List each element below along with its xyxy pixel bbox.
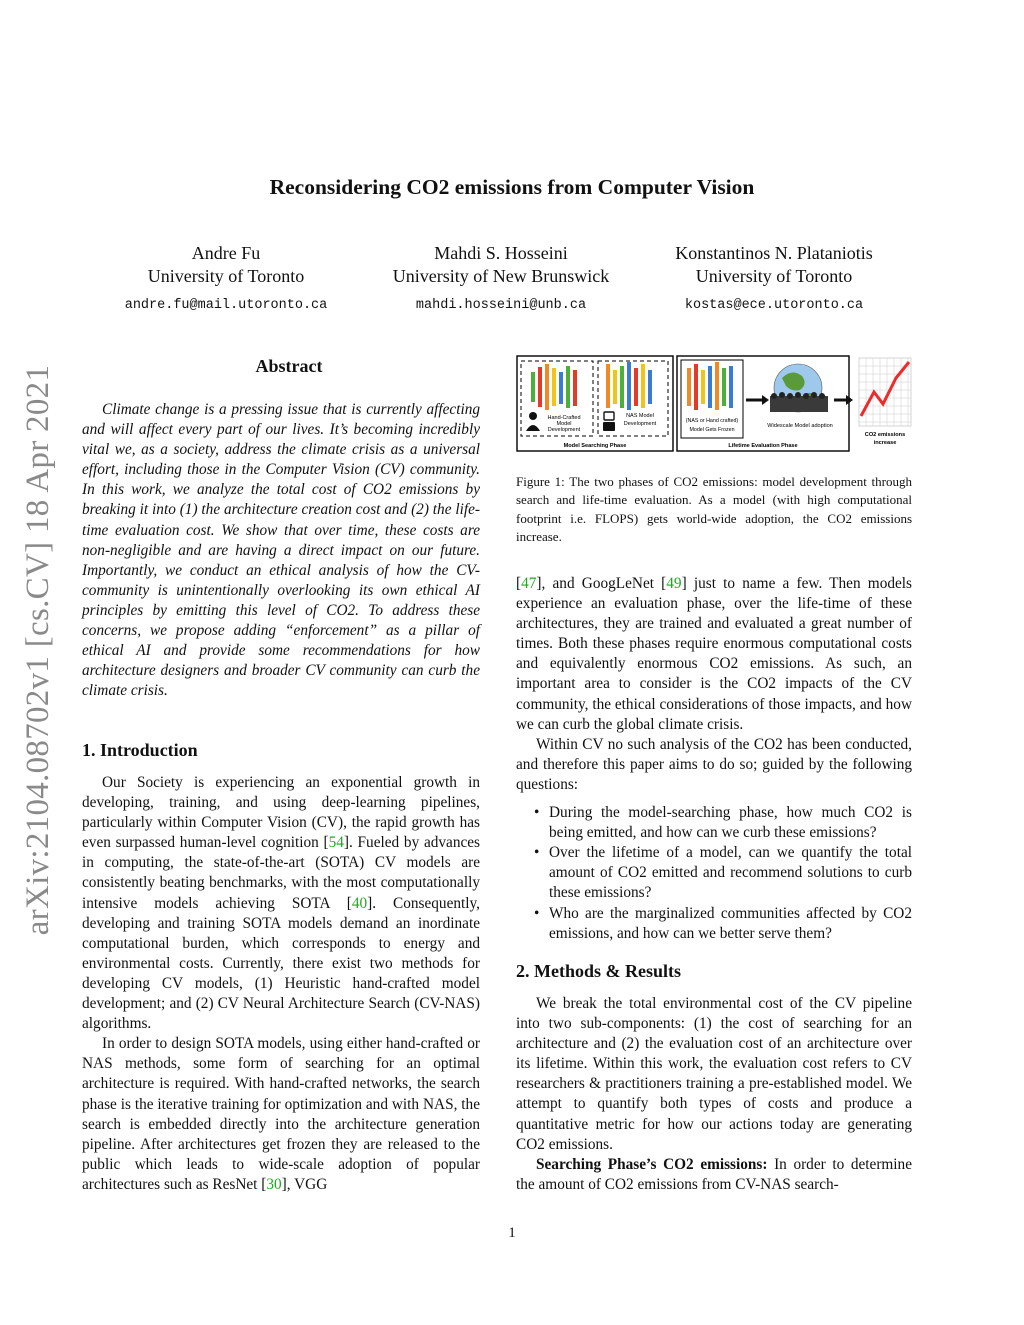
layer-bar — [606, 364, 610, 408]
layer-bar — [613, 370, 617, 404]
citation-link[interactable]: 40 — [351, 894, 368, 912]
author-block — [351, 242, 651, 317]
frozen-label: Model Gets Frozen — [689, 427, 735, 433]
methods-paragraph: We break the total environmental cost of the CV pipeline into two sub-components: (1) the cost of searching for an architecture and (2) the evaluation cost of an architecture over its lifetime. Within this work, the evaluation cost refers to CV researchers & practitioners training a pre-established model. We attempt to quantify both types of costs and produce a quantitative metric for how our actions today are generating CO2 emissions. — [516, 995, 912, 1153]
adoption-label: Widescale Model adoption — [767, 423, 833, 429]
methods-column — [516, 994, 912, 1195]
layer-bar — [722, 368, 726, 406]
co2-label: CO2 emissions — [864, 432, 906, 438]
layer-bar — [627, 362, 631, 410]
author-block — [624, 242, 924, 317]
citation-link[interactable]: 30 — [266, 1175, 282, 1193]
author-name: Mahdi S. Hosseini — [434, 243, 568, 263]
nas-label: NAS Model — [626, 413, 654, 419]
citation-link[interactable]: 49 — [666, 575, 682, 592]
layer-bar — [531, 372, 535, 402]
search-phase-label: Model Searching Phase — [563, 443, 627, 449]
layer-bar — [634, 368, 638, 406]
figure-caption: Figure 1: The two phases of CO2 emissions: model development through search and life-time evaluation. As a model (with high computational footprint i.e. FLOPS) gets world-wide adoption, the CO2 emissions increase. — [516, 474, 912, 545]
layer-bar — [620, 366, 624, 408]
intro-right-column — [516, 574, 912, 944]
crowd-icon — [770, 396, 828, 412]
layer-bar — [566, 366, 570, 408]
nas-label: Development — [623, 421, 657, 427]
layer-bar — [694, 364, 698, 410]
layer-bar — [715, 362, 719, 410]
layer-bar — [641, 364, 645, 408]
paper-title: Reconsidering CO2 emissions from Computer Vision — [269, 175, 755, 199]
author-email[interactable]: andre.fu@mail.utoronto.ca — [124, 298, 328, 313]
author-affiliation: University of Toronto — [695, 266, 853, 286]
intro-paragraph: In order to design SOTA models, using either hand-crafted or NAS methods, some form of searching for an optimal architecture is required. With hand-crafted networks, the search phase is the iterative training for optimization and with NAS, the search is embedded directly into the architecture generation pipeline. After architectures get frozen they are released to the public which leads to wide-scale adoption of popular architectures such as ResNet [30], VGG — [82, 1035, 480, 1193]
co2-label: increase — [873, 440, 897, 446]
layer-bar — [559, 372, 563, 404]
list-item: • During the model-searching phase, how much CO2 is being emitted, and how can we curb these emissions? — [534, 804, 912, 842]
hand-crafted-label: Development — [547, 427, 581, 433]
intro-paragraph: [47], and GoogLeNet [49] just to name a few. Then models experience an evaluation phase, over the life-time of these architectures, they are trained and evaluated a great number of times. Both these phases require enormous computational costs and equivalently enormous CO2 emissions. As such, an important area to consider is the CO2 impacts of the CV community, the ethical considerations of those impacts, and how we can curb the global climate crisis. — [516, 575, 912, 733]
author-affiliation: University of Toronto — [147, 266, 305, 286]
abstract-heading: Abstract — [255, 356, 323, 376]
section-heading-introduction: 1. Introduction — [82, 740, 198, 760]
list-item: • Over the lifetime of a model, can we quantify the total amount of CO2 emitted and recommend solutions to curb these emissions? — [534, 844, 912, 902]
list-item: • Who are the marginalized communities affected by CO2 emissions, and how can we better serve them? — [534, 904, 912, 942]
lifetime-phase-label: Lifetime Evaluation Phase — [728, 443, 798, 449]
methods-paragraph: Searching Phase’s CO2 emissions: In order to determine the amount of CO2 emissions from CV-NAS search- — [516, 1155, 912, 1193]
run-in-heading: Searching Phase’s CO2 emissions: — [536, 1155, 768, 1173]
hand-crafted-label: Model — [556, 421, 572, 427]
author-block — [76, 242, 376, 317]
layer-bar — [701, 370, 705, 404]
section-heading-methods: 2. Methods & Results — [516, 961, 681, 981]
author-email[interactable]: mahdi.hosseini@unb.ca — [415, 298, 587, 313]
layer-bar — [538, 367, 542, 407]
page-number: 1 — [508, 1225, 516, 1241]
person-icon — [529, 412, 537, 420]
intro-paragraph: Within CV no such analysis of the CO2 has been conducted, and therefore this paper aims to do so; guided by the following questions: — [516, 735, 912, 793]
author-name: Konstantinos N. Plataniotis — [675, 243, 873, 263]
layer-bar — [545, 364, 549, 410]
figure-1 — [516, 354, 912, 454]
author-email[interactable]: kostas@ece.utoronto.ca — [684, 298, 864, 313]
abstract-text — [82, 400, 480, 701]
robot-icon — [603, 422, 615, 431]
layer-bar — [552, 368, 556, 406]
intro-left-column — [82, 773, 480, 1195]
author-name: Andre Fu — [191, 243, 261, 263]
hand-crafted-label: Hand-Crafted — [547, 415, 581, 421]
layer-bar — [708, 366, 712, 408]
layer-bar — [687, 368, 691, 406]
co2-growth-chart — [859, 358, 911, 426]
question-list — [516, 803, 912, 944]
layer-bar — [648, 370, 652, 404]
frozen-label: (NAS or Hand crafted) — [685, 418, 739, 424]
author-affiliation: University of New Brunswick — [392, 266, 610, 286]
layer-bar — [573, 370, 577, 406]
citation-link[interactable]: 54 — [328, 834, 344, 852]
abstract-paragraph: Climate change is a pressing issue that is currently affecting and will affect every part of our lives. It’s becoming incredibly vital we, as a society, address the climate crisis as a universal effort, including those in the Computer Vision (CV) community. In this work, we analyze the total cost of CO2 emissions by breaking it into (1) the architecture creation cost and (2) the life-time evaluation cost. We show that over time, these costs are non-negligible and are having a direct impact on our future. Importantly, we conduct an ethical analysis of how the CV-community is unintentionally overlooking its own ethical AI principles by emitting this level of CO2. To address these concerns, we propose adding “enforcement” as a pillar of ethical AI and provide some recommendations for how architecture designers and broader CV community can curb the climate crisis. — [82, 401, 480, 700]
layer-bar — [729, 366, 733, 408]
intro-paragraph: Our Society is experiencing an exponential growth in developing, training, and using deep-learning pipelines, particularly within Computer Vision (CV), the rapid growth has even surpassed human-level cognition [54]. Fueled by advances in computing, the state-of-the-art (SOTA) CV models are consistently beating benchmarks, with the most computationally intensive models achieving SOTA [40]. Consequently, developing and training SOTA models demand an inordinate computational burden, which corresponds to energy and environmental costs. Currently, there exist two methods for developing CV models, (1) Heuristic hand-crafted model development; and (2) CV Neural Architecture Search (CV-NAS) algorithms. — [82, 774, 480, 1033]
citation-link[interactable]: 47 — [521, 575, 537, 592]
arxiv-identifier: arXiv:2104.08702v1 [cs.CV] 18 Apr 2021 — [20, 364, 56, 936]
